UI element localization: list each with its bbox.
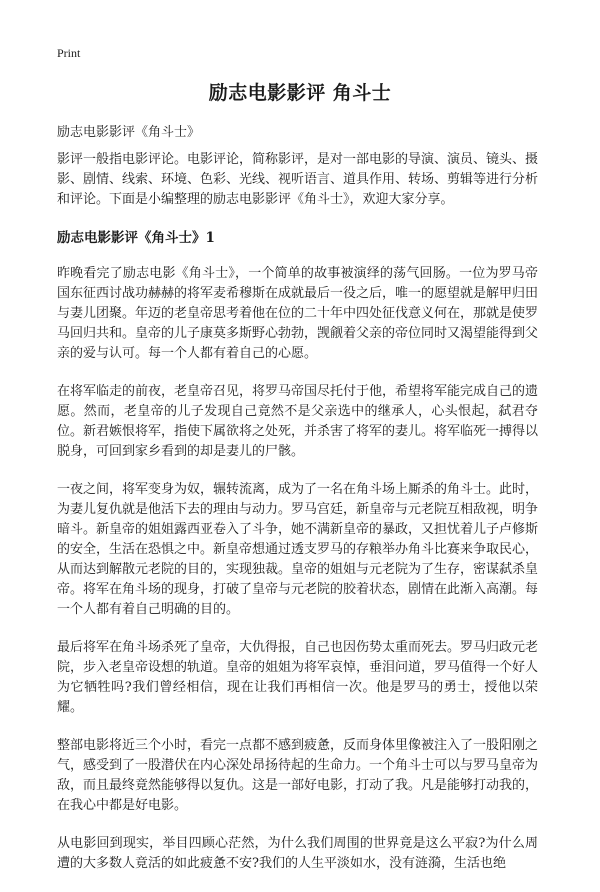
intro-paragraph: 影评一般指电影评论。电影评论，简称影评，是对一部电影的导演、演员、镜头、摄影、剧情、线索、环境、色彩、光线、视听语言、道具作用、转场、剪辑等进行分析和评论。下面是小编整理的励志电影影评《角斗士》，欢迎大家分享。	[57, 152, 539, 207]
print-link[interactable]: Print	[57, 46, 81, 60]
document-subtitle: 励志电影影评《角斗士》	[57, 125, 201, 140]
body-paragraph: 一夜之间，将军变身为奴，辗转流离，成为了一名在角斗场上厮杀的角斗士。此时，为妻儿复仇就是他活下去的理由与动力。罗马宫廷，新皇帝与元老院互相敌视，明争暗斗。新皇帝的姐姐露西亚卷入了斗争，她不满新皇帝的暴政，又担忧着儿子卢修斯的安全，生活在恐惧之中。新皇帝想通过透支罗马的存粮举办角斗比赛来争取民心，从而达到解散元老院的目的，实现独裁。皇帝的姐姐与元老院为了生存，密谋弑杀皇帝。将军在角斗场的现身，打破了皇帝与元老院的胶着状态，剧情在此渐入高潮。每一个人都有着自己明确的目的。	[57, 482, 539, 617]
body-paragraph: 最后将军在角斗场杀死了皇帝，大仇得报，自己也因伤势太重而死去。罗马归政元老院，步入老皇帝设想的轨道。皇帝的姐姐为将军哀悼，垂泪问道，罗马值得一个好人为它牺牲吗?我们曾经相信，现在让我们再相信一次。他是罗马的勇士，授他以荣耀。	[57, 640, 539, 715]
body-paragraph: 昨晚看完了励志电影《角斗士》，一个简单的故事被演绎的荡气回肠。一位为罗马帝国东征西讨战功赫赫的将军麦希穆斯在成就最后一役之后，唯一的愿望就是解甲归田与妻儿团聚。年迈的老皇帝思考着他在位的二十年中四处征伐意义何在，那就是使罗马回归共和。皇帝的儿子康莫多斯野心勃勃，觊觎着父亲的帝位同时又渴望能得到父亲的爱与认可。每一个人都有着自己的心愿。	[57, 266, 539, 361]
body-paragraph: 从电影回到现实，举目四顾心茫然，为什么我们周围的世界竟是这么平寂?为什么周遭的大多数人竟活的如此疲惫不安?我们的人生平淡如水，没有涟漪，生活也绝	[57, 836, 538, 871]
section-heading: 励志电影影评《角斗士》1	[57, 230, 215, 246]
article-body	[57, 150, 538, 892]
body-paragraph: 在将军临走的前夜，老皇帝召见，将罗马帝国尽托付于他，希望将军能完成自己的遗愿。然而，老皇帝的儿子发现自己竟然不是父亲选中的继承人，心头恨起，弑君夺位。新君嫉恨将军，指使下属欲将之处死，并杀害了将军的妻儿。将军临死一搏得以脱身，可回到家乡看到的却是妻儿的尸骸。	[57, 384, 539, 459]
page-title: 励志电影影评 角斗士	[208, 82, 392, 104]
body-paragraph: 整部电影将近三个小时，看完一点都不感到疲惫，反而身体里像被注入了一股阳刚之气，感受到了一股潜伏在内心深处昂扬待起的生命力。一个角斗士可以与罗马皇帝为敌，而且最终竟然能够得以复仇。这是一部好电影，打动了我。凡是能够打动我的，在我心中都是好电影。	[57, 738, 539, 813]
